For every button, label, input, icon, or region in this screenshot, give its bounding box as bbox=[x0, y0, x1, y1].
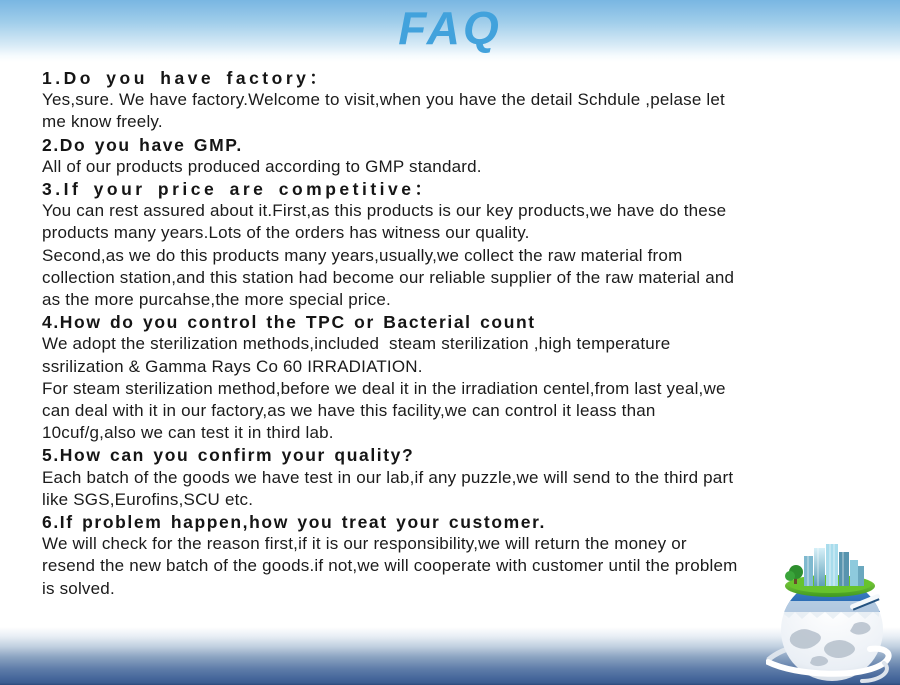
faq-answer-line: Second,as we do this products many years,usually,we collect the raw material from bbox=[42, 245, 683, 265]
faq-answer-line: like SGS,Eurofins,SCU etc. bbox=[42, 489, 254, 509]
faq-item-2 bbox=[42, 134, 880, 178]
faq-item-6 bbox=[42, 511, 880, 600]
faq-answer-line: For steam sterilization method,before we deal it in the irradiation centel,from last yeal,we bbox=[42, 378, 726, 398]
faq-answer-line: can deal with it in our factory,as we have this facility,we can control it leass than bbox=[42, 401, 656, 421]
faq-answer-line: We will check for the reason first,if it is our responsibility,we will return the money or bbox=[42, 534, 687, 554]
faq-question-4: 4.How do you control the TPC or Bacterial count bbox=[42, 312, 536, 333]
faq-item-1 bbox=[42, 67, 880, 134]
faq-item-3 bbox=[42, 178, 880, 311]
faq-answer-line: is solved. bbox=[42, 578, 115, 598]
faq-question-3: 3.If your price are competitive： bbox=[42, 179, 436, 200]
faq-question-5: 5.How can you confirm your quality? bbox=[42, 445, 415, 466]
eco-city-globe-icon bbox=[766, 542, 900, 684]
faq-answer-line: resend the new batch of the goods.if not,we will cooperate with customer until the problem bbox=[42, 556, 738, 576]
faq-answer-line: 10cuf/g,also we can test it in third lab. bbox=[42, 423, 334, 443]
faq-content bbox=[0, 62, 900, 600]
faq-item-4 bbox=[42, 311, 880, 444]
ocean-footer bbox=[0, 627, 900, 685]
faq-question-1: 1.Do you have factory： bbox=[42, 68, 331, 88]
faq-answer-line: Yes,sure. We have factory.Welcome to visit,when you have the detail Schdule ,pelase let bbox=[42, 90, 725, 110]
faq-question-2: 2.Do you have GMP. bbox=[42, 134, 243, 155]
faq-answer-line: We adopt the sterilization methods,included steam sterilization ,high temperature bbox=[42, 334, 671, 354]
faq-answer-line: me know freely. bbox=[42, 112, 163, 132]
faq-answer-line: You can rest assured about it.First,as this products is our key products,we have do these bbox=[42, 201, 727, 221]
faq-answer-line: collection station,and this station had become our reliable supplier of the raw material and bbox=[42, 267, 735, 287]
page-header bbox=[0, 0, 900, 62]
faq-answer-line: products many years.Lots of the orders has witness our quality. bbox=[42, 223, 530, 243]
page-title: FAQ bbox=[398, 2, 502, 54]
faq-answer-line: All of our products produced according to GMP standard. bbox=[42, 156, 482, 176]
faq-answer-line: ssrilization & Gamma Rays Co 60 IRRADIATION. bbox=[42, 356, 423, 376]
faq-item-5 bbox=[42, 444, 880, 511]
faq-question-6: 6.If problem happen,how you treat your customer. bbox=[42, 512, 547, 533]
skyline-icon bbox=[804, 544, 864, 586]
faq-answer-line: Each batch of the goods we have test in our lab,if any puzzle,we will send to the third part bbox=[42, 467, 734, 487]
faq-answer-line: as the more purcahse,the more special price. bbox=[42, 290, 391, 310]
